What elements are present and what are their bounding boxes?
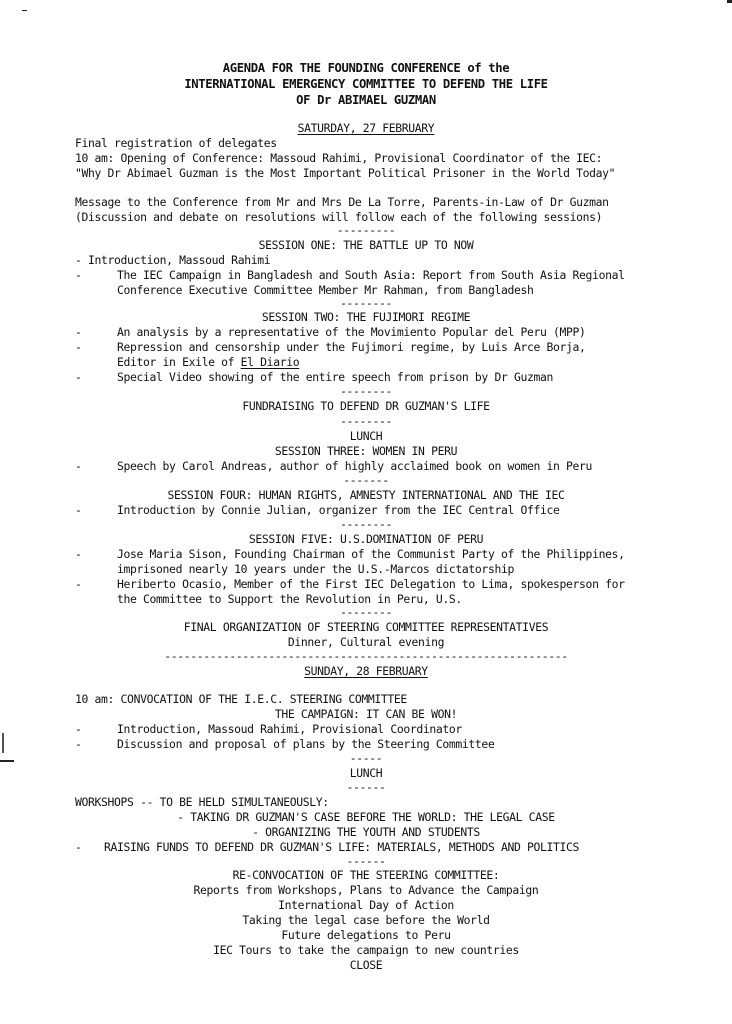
- sunday-item-2: Discussion and proposal of plans by the Steering Committee: [117, 737, 495, 751]
- scan-mark-top-right: [727, 0, 732, 3]
- fundraising-heading: FUNDRAISING TO DEFEND DR GUZMAN'S LIFE: [242, 399, 490, 413]
- session-five-heading: SESSION FIVE: U.S.DOMINATION OF PERU: [248, 532, 484, 546]
- dinner-line: Dinner, Cultural evening: [287, 635, 445, 649]
- session-four-heading: SESSION FOUR: HUMAN RIGHTS, AMNESTY INTERNATIONAL AND THE IEC: [167, 488, 565, 502]
- workshop-item-1: - TAKING DR GUZMAN'S CASE BEFORE THE WORLD: THE LEGAL CASE: [177, 810, 555, 824]
- editor-text: Editor in Exile of: [117, 355, 241, 369]
- session-one-heading: SESSION ONE: THE BATTLE UP TO NOW: [258, 238, 474, 252]
- reconvocation-line-3: Taking the legal case before the World: [242, 913, 490, 927]
- lunch-sunday: LUNCH: [349, 766, 383, 780]
- bullet-dash: -: [75, 547, 82, 561]
- session-two-item-2-line-1: Repression and censorship under the Fujimori regime, by Luis Arce Borja,: [117, 340, 586, 354]
- reconvocation-heading: RE-CONVOCATION OF THE STEERING COMMITTEE:: [232, 868, 500, 882]
- session-three-heading: SESSION THREE: WOMEN IN PERU: [274, 444, 458, 458]
- session-five-item-2-line-2: the Committee to Support the Revolution in Peru, U.S.: [117, 592, 462, 606]
- separator: --------: [339, 517, 393, 531]
- reconvocation-line-4: Future delegations to Peru: [281, 928, 451, 942]
- workshops-heading: WORKSHOPS -- TO BE HELD SIMULTANEOUSLY:: [75, 795, 329, 809]
- bullet-dash: -: [75, 325, 82, 339]
- separator: ------: [346, 854, 386, 868]
- bullet-dash: -: [75, 503, 82, 517]
- bullet-dash: -: [75, 577, 82, 591]
- sunday-heading: SUNDAY, 28 FEBRUARY: [304, 664, 428, 678]
- separator: ------: [346, 780, 386, 794]
- sunday-item-1: Introduction, Massoud Rahimi, Provisional Coordinator: [117, 722, 462, 736]
- bullet-dash: -: [75, 268, 82, 282]
- campaign-heading: THE CAMPAIGN: IT CAN BE WON!: [274, 707, 458, 721]
- saturday-heading: SATURDAY, 27 FEBRUARY: [297, 121, 435, 135]
- bullet-dash: -: [75, 722, 82, 736]
- session-one-item-2-line-2: Conference Executive Committee Member Mr Rahman, from Bangladesh: [117, 283, 534, 297]
- workshop-item-3: RAISING FUNDS TO DEFEND DR GUZMAN'S LIFE: MATERIALS, METHODS AND POLITICS: [104, 840, 580, 854]
- reconvocation-line-5: IEC Tours to take the campaign to new countries: [213, 943, 519, 957]
- separator: --------: [339, 605, 393, 619]
- opening-line-1: 10 am: Opening of Conference: Massoud Rahimi, Provisional Coordinator of the IEC:: [75, 151, 603, 165]
- separator: --------: [339, 414, 393, 428]
- convocation-line: 10 am: CONVOCATION OF THE I.E.C. STEERING COMMITTEE: [75, 692, 407, 706]
- separator: --------: [339, 384, 393, 398]
- session-four-item-1: Introduction by Connie Julian, organizer from the IEC Central Office: [117, 503, 560, 517]
- final-organization-heading: FINAL ORGANIZATION OF STEERING COMMITTEE REPRESENTATIVES: [183, 620, 549, 634]
- title-line-2: INTERNATIONAL EMERGENCY COMMITTEE TO DEFEND THE LIFE: [184, 77, 548, 91]
- session-five-item-1-line-1: Jose Maria Sison, Founding Chairman of the Communist Party of the Philippines,: [117, 547, 625, 561]
- session-two-heading: SESSION TWO: THE FUJIMORI REGIME: [261, 310, 471, 324]
- scan-mark-top-left: [22, 10, 27, 11]
- reconvocation-line-1: Reports from Workshops, Plans to Advance the Campaign: [193, 883, 539, 897]
- session-two-item-1: An analysis by a representative of the Movimiento Popular del Peru (MPP): [117, 325, 586, 339]
- scan-mark-left-edge-2: [2, 733, 4, 753]
- message-line-2: (Discussion and debate on resolutions will follow each of the following sessions): [75, 210, 603, 224]
- session-two-item-3: Special Video showing of the entire speech from prison by Dr Guzman: [117, 370, 554, 384]
- bullet-dash: -: [75, 840, 82, 854]
- session-one-item-2-line-1: The IEC Campaign in Bangladesh and South Asia: Report from South Asia Regional: [117, 268, 625, 282]
- session-three-item-1: Speech by Carol Andreas, author of highly acclaimed book on women in Peru: [117, 459, 593, 473]
- separator: -----: [349, 751, 383, 765]
- bullet-dash: -: [75, 340, 82, 354]
- workshop-item-2: - ORGANIZING THE YOUTH AND STUDENTS: [252, 825, 480, 839]
- session-two-item-2-line-2: [117, 355, 299, 369]
- el-diario-title: El Diario: [240, 355, 300, 369]
- session-five-item-1-line-2: imprisoned nearly 10 years under the U.S.-Marcos dictatorship: [117, 562, 514, 576]
- long-separator: --------------------------------------------------------------: [164, 649, 568, 663]
- close-line: CLOSE: [349, 958, 383, 972]
- reconvocation-line-2: International Day of Action: [278, 898, 454, 912]
- message-line-1: Message to the Conference from Mr and Mrs De La Torre, Parents-in-Law of Dr Guzman: [75, 195, 609, 209]
- opening-line-2: "Why Dr Abimael Guzman is the Most Important Political Prisoner in the World Today": [75, 166, 616, 180]
- separator: ---------: [336, 223, 396, 237]
- session-five-item-2-line-1: Heriberto Ocasio, Member of the First IEC Delegation to Lima, spokesperson for: [117, 577, 625, 591]
- bullet-dash: -: [75, 370, 82, 384]
- separator: --------: [339, 296, 393, 310]
- title-line-1: AGENDA FOR THE FOUNDING CONFERENCE of the: [222, 61, 510, 75]
- lunch-saturday: LUNCH: [349, 429, 383, 443]
- separator: -------: [343, 473, 389, 487]
- bullet-dash: -: [75, 459, 82, 473]
- session-one-item-1: - Introduction, Massoud Rahimi: [75, 253, 271, 267]
- registration-line: Final registration of delegates: [75, 136, 277, 150]
- bullet-dash: -: [75, 737, 82, 751]
- title-line-3: OF Dr ABIMAEL GUZMAN: [296, 93, 436, 107]
